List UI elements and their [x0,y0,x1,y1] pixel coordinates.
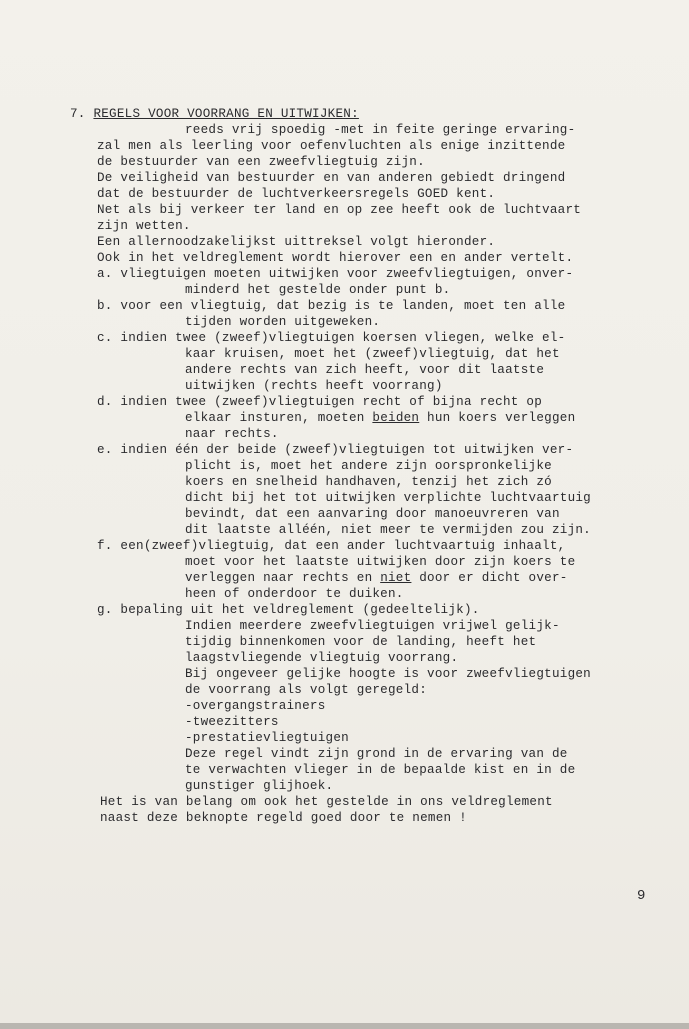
text-span: elkaar insturen, moeten [185,411,373,425]
rule-g-line: Indien meerdere zweefvliegtuigen vrijwel gelijk- [185,619,560,633]
text-line: De veiligheid van bestuurder en van anderen gebiedt dringend [97,171,566,185]
rule-d-line [185,410,575,426]
text-line: dat de bestuurder de luchtverkeersregels GOED kent. [97,187,496,201]
rule-e-line: e. indien één der beide (zweef)vliegtuigen tot uitwijken ver- [97,443,574,457]
rule-d-line: d. indien twee (zweef)vliegtuigen recht of bijna recht op [97,395,543,409]
text-line: reeds vrij spoedig -met in feite geringe ervaring- [185,123,576,137]
rule-f-line: moet voor het laatste uitwijken door zijn koers te [185,555,576,569]
rule-d-line: naar rechts. [185,427,279,441]
text-line: Een allernoodzakelijkst uittreksel volgt hieronder. [97,235,496,249]
text-span: verleggen naar rechts en [185,571,381,585]
rule-g-line: te verwachten vlieger in de bepaalde kist en in de [185,763,576,777]
text-line: Ook in het veldreglement wordt hierover een en ander vertelt. [97,251,574,265]
rule-f-line [185,570,568,586]
rule-c-line: kaar kruisen, moet het (zweef)vliegtuig, dat het [185,347,560,361]
rule-g-line: tijdig binnenkomen voor de landing, heeft het [185,635,537,649]
rule-a-line: minderd het gestelde onder punt b. [185,283,451,297]
rule-g-line: Bij ongeveer gelijke hoogte is voor zweefvliegtuigen [185,667,591,681]
rule-g-line: gunstiger glijhoek. [185,779,334,793]
section-heading [70,106,359,122]
rule-g-line: de voorrang als volgt geregeld: [185,683,428,697]
rule-b-line: tijden worden uitgeweken. [185,315,381,329]
underlined-word: beiden [372,411,420,425]
rule-f-line: heen of onderdoor te duiken. [185,587,404,601]
page-number: 9 [637,888,646,904]
rule-g-line: Deze regel vindt zijn grond in de ervaring van de [185,747,568,761]
rule-c-line: andere rechts van zich heeft, voor dit laatste [185,363,545,377]
underlined-word: niet [380,571,412,585]
rule-e-line: bevindt, dat een aanvaring door manoeuvreren van [185,507,560,521]
rule-g-line: laagstvliegende vliegtuig voorrang. [185,651,459,665]
rule-f-line: f. een(zweef)vliegtuig, dat een ander luchtvaartuig inhaalt, [97,539,566,553]
closing-line: Het is van belang om ook het gestelde in ons veldreglement [100,795,553,809]
text-line: de bestuurder van een zweefvliegtuig zijn. [97,155,425,169]
section-number: 7. [70,107,86,121]
closing-line: naast deze beknopte regeld goed door te nemen ! [100,811,467,825]
text-span: door er dicht over- [411,571,568,585]
rule-c-line: c. indien twee (zweef)vliegtuigen koersen vliegen, welke el- [97,331,566,345]
priority-item: -tweezitters [185,715,279,729]
rule-c-line: uitwijken (rechts heeft voorrang) [185,379,443,393]
rule-e-line: plicht is, moet het andere zijn oorspronkelijke [185,459,552,473]
rule-e-line: dit laatste alléén, niet meer te vermijden zou zijn. [185,523,591,537]
text-line: Net als bij verkeer ter land en op zee heeft ook de luchtvaart [97,203,582,217]
priority-item: -prestatievliegtuigen [185,731,349,745]
rule-b-line: b. voor een vliegtuig, dat bezig is te landen, moet ten alle [97,299,566,313]
text-span: hun koers verleggen [419,411,576,425]
rule-a-line: a. vliegtuigen moeten uitwijken voor zweefvliegtuigen, onver- [97,267,574,281]
rule-e-line: koers en snelheid handhaven, tenzij het zich zó [185,475,552,489]
text-line: zijn wetten. [97,219,191,233]
rule-e-line: dicht bij het tot uitwijken verplichte luchtvaartuig [185,491,591,505]
page-bottom-edge [0,1023,689,1029]
priority-item: -overgangstrainers [185,699,326,713]
section-title: REGELS VOOR VOORRANG EN UITWIJKEN: [93,107,359,121]
text-line: zal men als leerling voor oefenvluchten als enige inzittende [97,139,566,153]
rule-g-line: g. bepaling uit het veldreglement (gedeeltelijk). [97,603,480,617]
